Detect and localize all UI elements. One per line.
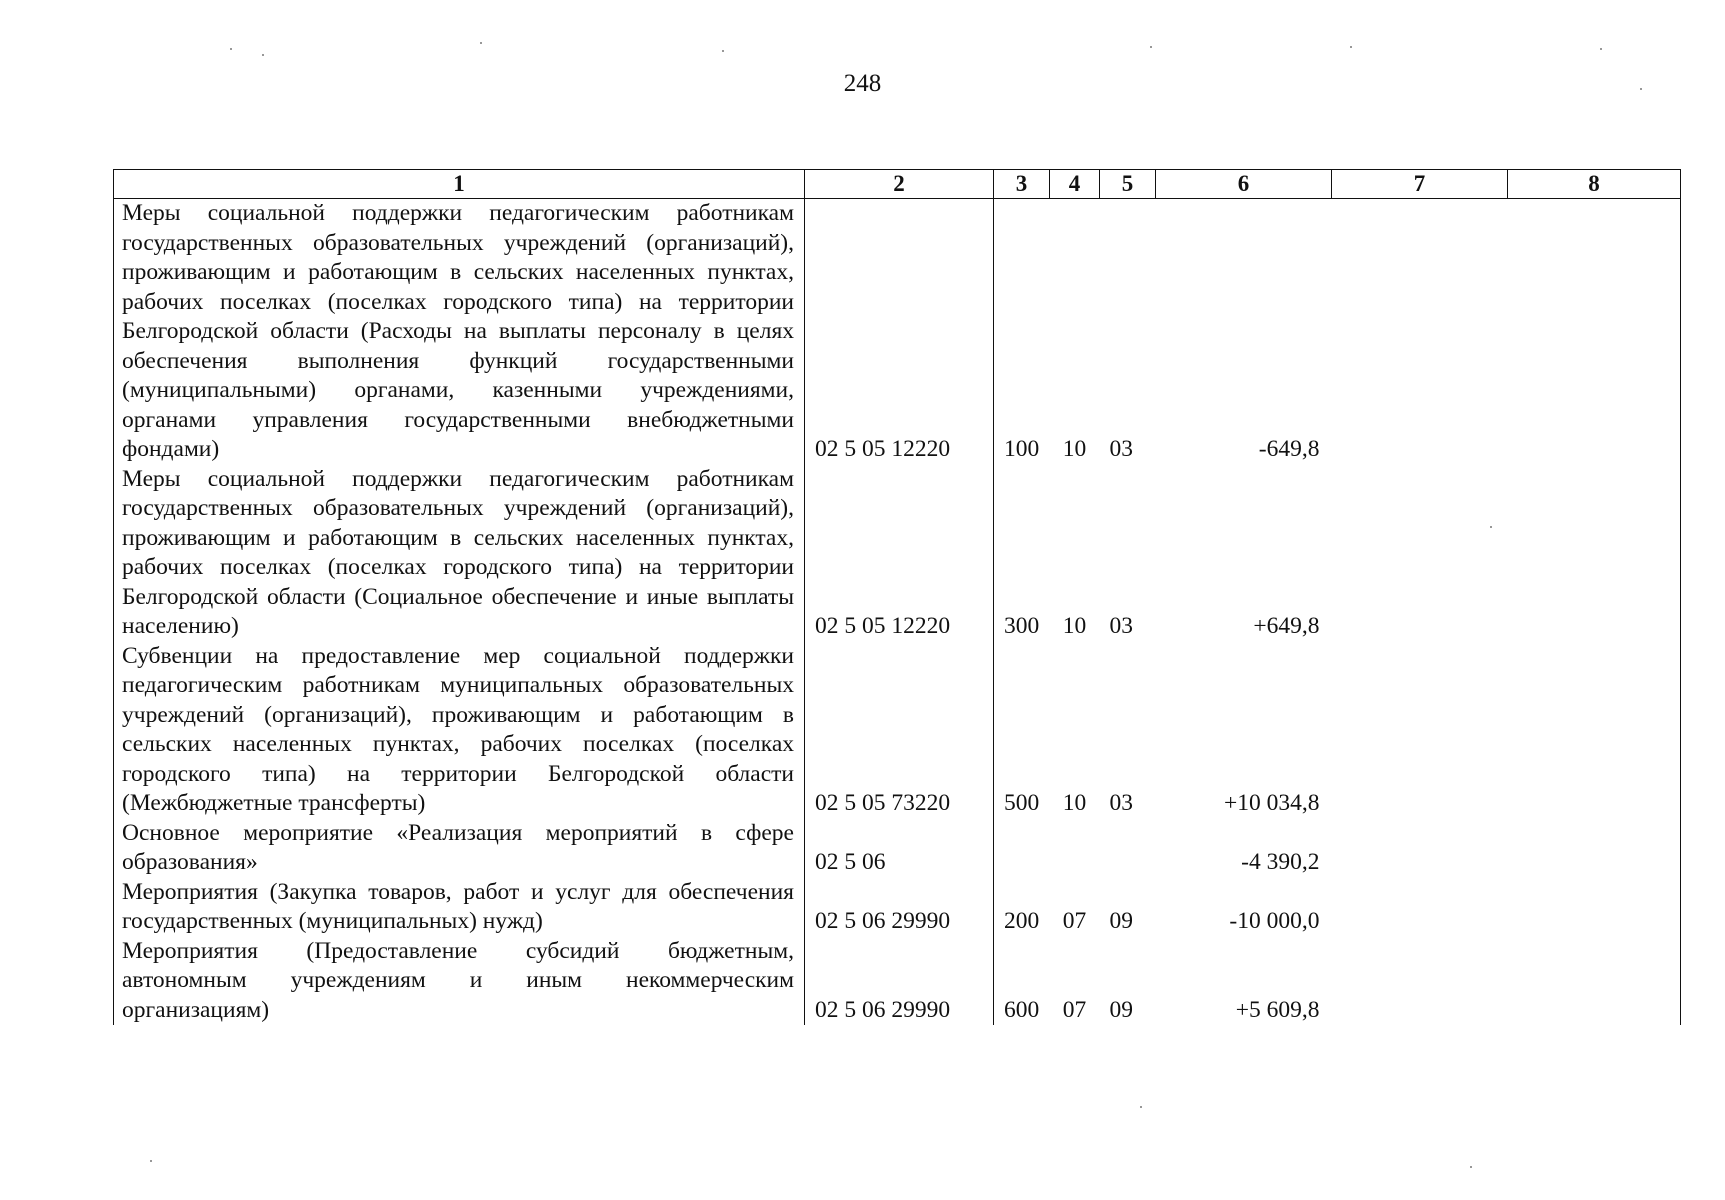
row-description: Субвенции на предоставление мер социальной поддержки педагогическим работникам муниципальных образовательных учреждений (организаций), проживающим и работающим в сельских населенных пунктах, рабочих поселках (поселках городского типа) на территории Белгородской области (Межбюджетные трансферты) [114, 642, 805, 819]
budget-table [113, 169, 1681, 1025]
header-col-8: 8 [1508, 170, 1681, 199]
header-col-6: 6 [1156, 170, 1332, 199]
row-col3 [994, 819, 1050, 878]
header-col-7: 7 [1332, 170, 1508, 199]
row-col7 [1332, 465, 1508, 642]
row-description: Основное мероприятие «Реализация мероприятий в сфере образования» [114, 819, 805, 878]
row-code: 02 5 06 [805, 819, 994, 878]
row-col7 [1332, 937, 1508, 1026]
row-code: 02 5 05 12220 [805, 199, 994, 465]
header-col-5: 5 [1100, 170, 1156, 199]
scan-speck [1150, 46, 1152, 48]
row-col5: 03 [1109, 790, 1133, 816]
scan-speck [480, 42, 482, 44]
row-code: 02 5 06 29990 [805, 878, 994, 937]
row-col5 [1100, 819, 1156, 878]
scan-speck [150, 1160, 152, 1162]
row-code: 02 5 05 73220 [805, 642, 994, 819]
row-code: 02 5 05 12220 [805, 465, 994, 642]
row-description: Меры социальной поддержки педагогическим работникам государственных образовательных учреждений (организаций), проживающим и работающим в сельских населенных пунктах, рабочих поселках (поселках городского типа) на территории Белгородской области (Социальное обеспечение и иные выплаты населению) [114, 465, 805, 642]
row-col3: 500 [1004, 790, 1040, 816]
row-col8 [1508, 642, 1681, 819]
row-col7 [1332, 642, 1508, 819]
row-amount: +649,8 [1253, 613, 1320, 639]
row-description: Меры социальной поддержки педагогическим работникам государственных образовательных учреждений (организаций), проживающим и работающим в сельских населенных пунктах, рабочих поселках (поселках городского типа) на территории Белгородской области (Расходы на выплаты персоналу в целях обеспечения выполнения функций государственными (муниципальными) органами, казенными учреждениями, органами управления государственными внебюджетными фондами) [114, 199, 805, 465]
row-code: 02 5 06 29990 [805, 937, 994, 1026]
row-col3: 200 [1004, 908, 1040, 934]
header-col-4: 4 [1050, 170, 1100, 199]
row-col8 [1508, 937, 1681, 1026]
header-col-3: 3 [994, 170, 1050, 199]
scan-speck [722, 50, 724, 52]
row-col3: 100 [1004, 436, 1040, 462]
row-amount: -4 390,2 [1241, 849, 1320, 875]
row-col8 [1508, 199, 1681, 465]
row-col3: 300 [1004, 613, 1040, 639]
table-row [114, 878, 1681, 937]
row-col4 [1050, 819, 1100, 878]
table-row [114, 642, 1681, 819]
row-col3: 600 [1004, 996, 1040, 1023]
table-row [114, 937, 1681, 1026]
row-col4: 10 [1062, 790, 1087, 816]
row-col4: 10 [1062, 436, 1087, 462]
row-col7 [1332, 199, 1508, 465]
scan-speck [1350, 46, 1352, 48]
scan-speck [1470, 1166, 1472, 1168]
row-col8 [1508, 819, 1681, 878]
row-col4: 10 [1062, 613, 1087, 639]
row-col4: 07 [1062, 908, 1087, 934]
row-amount: -649,8 [1258, 436, 1320, 462]
table-row [114, 819, 1681, 878]
row-col7 [1332, 819, 1508, 878]
row-col7 [1332, 878, 1508, 937]
table-row [114, 465, 1681, 642]
header-row [114, 170, 1681, 199]
row-description: Мероприятия (Предоставление субсидий бюджетным, автономным учреждениям и иным некоммерческим организациям) [114, 937, 805, 1026]
row-amount: +10 034,8 [1223, 790, 1320, 816]
row-amount: -10 000,0 [1229, 908, 1320, 934]
row-col5: 09 [1109, 908, 1133, 934]
row-col8 [1508, 465, 1681, 642]
row-col4: 07 [1062, 996, 1087, 1023]
row-col5: 03 [1109, 436, 1133, 462]
row-amount: +5 609,8 [1235, 996, 1320, 1023]
scan-speck [230, 48, 232, 50]
row-col8 [1508, 878, 1681, 937]
scan-speck [1600, 48, 1602, 50]
row-description: Мероприятия (Закупка товаров, работ и услуг для обеспечения государственных (муниципальных) нужд) [114, 878, 805, 937]
scan-speck [1140, 1106, 1142, 1108]
row-col5: 09 [1109, 996, 1133, 1023]
header-col-2: 2 [805, 170, 994, 199]
scan-speck [1640, 88, 1642, 90]
row-col5: 03 [1109, 613, 1133, 639]
scan-speck [1490, 526, 1492, 528]
header-col-1: 1 [114, 170, 805, 199]
page-number: 248 [843, 70, 882, 97]
table-row [114, 199, 1681, 465]
scan-speck [262, 54, 264, 56]
